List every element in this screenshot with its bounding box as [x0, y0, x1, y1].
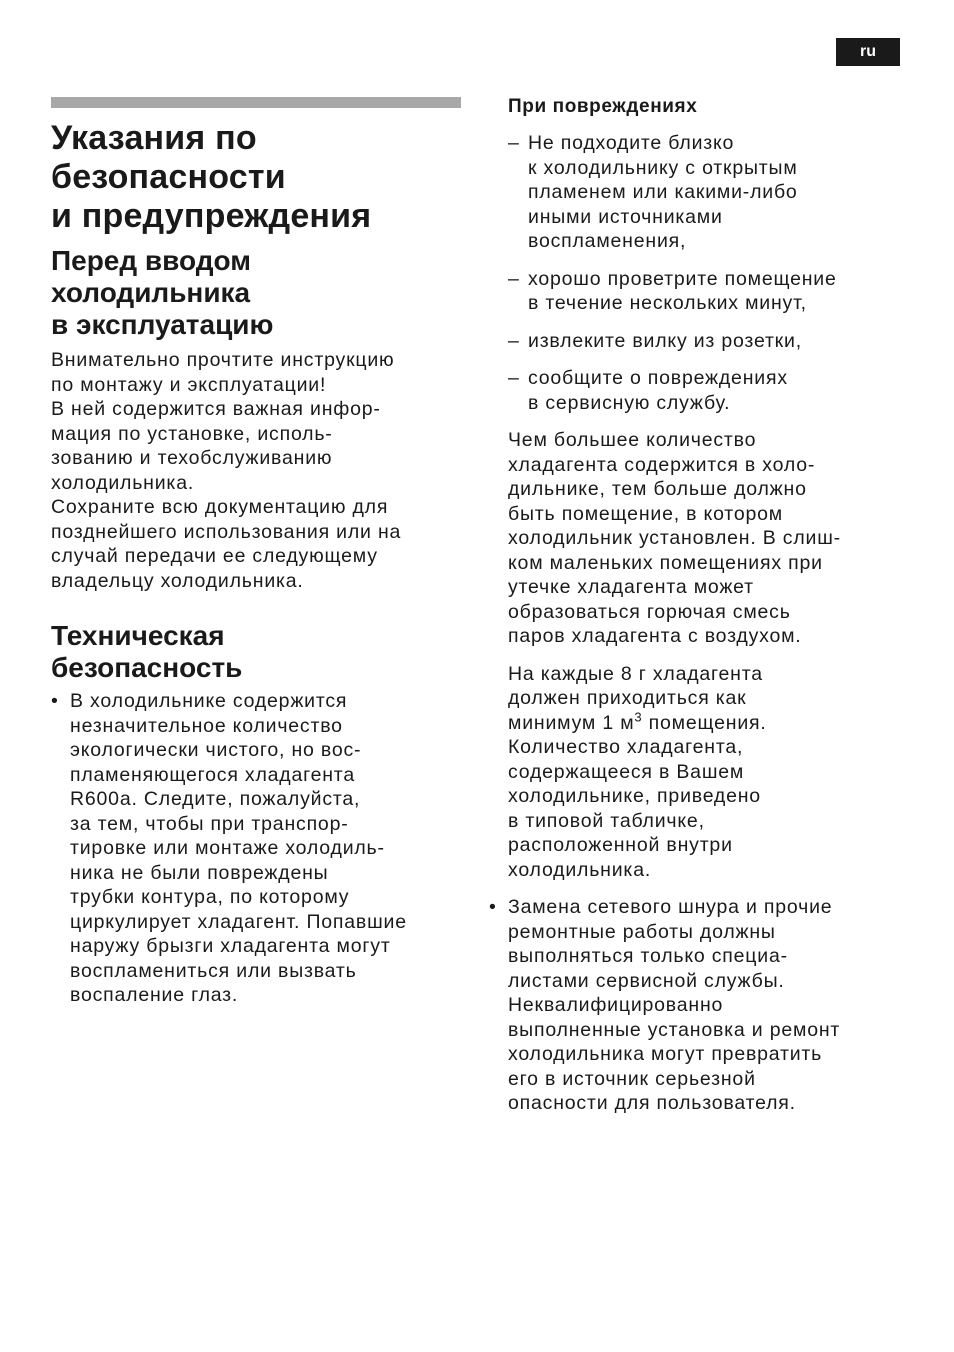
list-item	[508, 267, 903, 316]
repair-paragraph: Замена сетевого шнура и прочие ремонтные работы должны выполняться только специа- листами сервисной службы. Неквалифицированно выполненные установка и ремонт холодильника могут превратить его в источник серьезной опасности для пользователя.	[508, 896, 841, 1114]
heading-technical-safety: Техническая безопасность	[51, 620, 243, 683]
damage-item-1: Не подходите близко к холодильнику с открытым пламенем или какими-либо иными источниками воспламенения,	[528, 132, 798, 252]
amount-text-b: помещения. Количество хладагента, содержащееся в Вашем холодильнике, приведено в типовой табличке, расположенной внутри холодильника.	[508, 711, 767, 881]
section-rule	[51, 97, 461, 108]
page-title: Указания по безопасности и предупреждения	[51, 119, 372, 235]
left-column	[51, 97, 461, 1008]
list-item	[508, 131, 903, 254]
cubic-superscript: 3	[634, 709, 643, 724]
list-item	[508, 366, 903, 415]
right-column	[489, 96, 903, 1116]
intro-paragraph: Внимательно прочтите инструкцию по монтажу и эксплуатации! В ней содержится важная инфор- мация по установке, исполь- зованию и техобслуживанию холодильника. Сохраните всю документацию для позднейшего использования или на случай передачи ее следующему владельцу холодильника.	[51, 349, 402, 592]
refrigerant-paragraph: В холодильнике содержится незначительное количество экологически чистого, но вос- пламеняющегося хладагента R600a. Следите, пожалуйста, за тем, чтобы при транспор- тировке или монтаже холодиль- ника не были повреждены трубки контура, по которому циркулирует хладагент. Попавшие наружу брызги хладагента могут воспламениться или вызвать воспаление глаз.	[70, 690, 407, 1006]
amount-text-a: На каждые 8 г хладагента должен приходиться как минимум 1 м	[508, 662, 763, 734]
refrigerant-amount-paragraph	[508, 662, 903, 883]
list-item	[489, 895, 903, 1116]
dash-mark: –	[508, 367, 519, 389]
damage-heading: При повреждениях	[508, 96, 698, 117]
bullet-mark: •	[489, 896, 496, 918]
dash-mark: –	[508, 329, 519, 352]
damage-item-4: сообщите о повреждениях в сервисную службу.	[528, 367, 788, 414]
heading-before-use: Перед вводом холодильника в эксплуатацию	[51, 245, 274, 340]
dash-mark: –	[508, 132, 519, 154]
damage-list	[508, 131, 903, 415]
room-size-paragraph: Чем большее количество хладагента содержится в холо- дильнике, тем больше должно быть помещение, в котором холодильник установлен. В слиш- ком маленьких помещениях при утечке хладагента может образоваться горючая смесь паров хладагента с воздухом.	[508, 429, 841, 647]
dash-mark: –	[508, 267, 519, 290]
list-item	[508, 329, 903, 354]
language-tab: ru	[836, 38, 900, 66]
bullet-mark: •	[51, 690, 58, 712]
list-item	[51, 689, 461, 1008]
damage-item-2: хорошо проветрите помещение в течение нескольких минут,	[528, 267, 837, 314]
damage-item-3: извлеките вилку из розетки,	[528, 329, 802, 352]
